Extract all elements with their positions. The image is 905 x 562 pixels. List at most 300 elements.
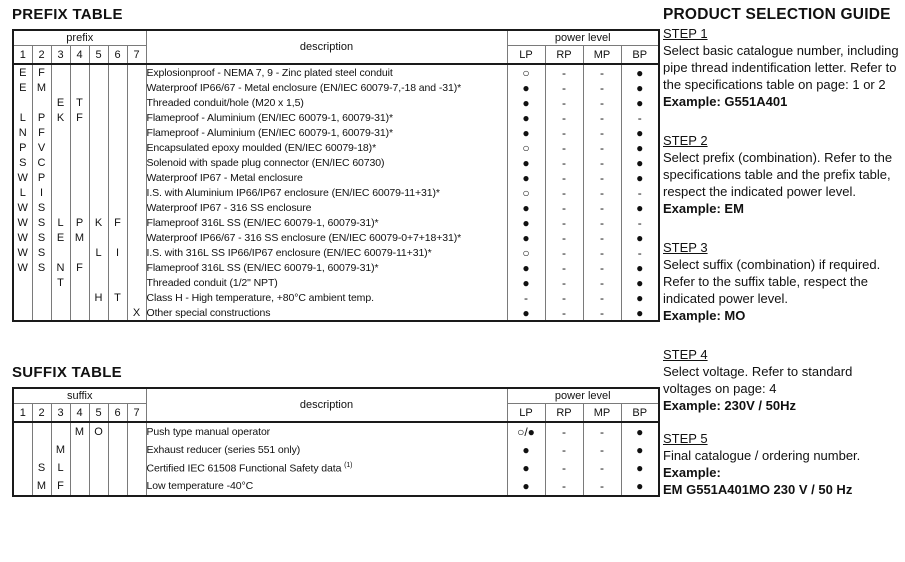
power-level-cell: -: [583, 125, 621, 140]
prefix-letter-cell: [89, 80, 108, 95]
power-col-header: LP: [507, 46, 545, 65]
prefix-letter-cell: [51, 64, 70, 80]
prefix-letter-cell: [127, 290, 146, 305]
prefix-letter-cell: [127, 95, 146, 110]
power-level-cell: -: [583, 80, 621, 95]
power-level-cell: ●: [507, 260, 545, 275]
prefix-letter-cell: [127, 200, 146, 215]
description-cell: Waterproof IP67 - 316 SS enclosure: [146, 200, 507, 215]
description-cell: I.S. with 316L SS IP66/IP67 enclosure (EN/IEC 60079-11+31)*: [146, 245, 507, 260]
prefix-letter-cell: [51, 290, 70, 305]
suffix-letter-cell: [127, 441, 146, 459]
prefix-letter-cell: [89, 200, 108, 215]
description-cell: Flameproof 316L SS (EN/IEC 60079-1, 60079-31)*: [146, 215, 507, 230]
prefix-letter-cell: F: [32, 125, 51, 140]
prefix-letter-cell: [127, 125, 146, 140]
power-level-cell: ●: [621, 95, 659, 110]
suffix-letter-cell: O: [89, 422, 108, 441]
power-level-cell: ●: [621, 260, 659, 275]
suffix-letter-cell: [13, 441, 32, 459]
power-level-cell: ●: [507, 110, 545, 125]
power-col-header: MP: [583, 46, 621, 65]
suffix-letter-cell: M: [70, 422, 89, 441]
prefix-letter-cell: V: [32, 140, 51, 155]
suffix-col-number: 1: [13, 404, 32, 423]
suffix-letter-cell: [89, 441, 108, 459]
prefix-letter-cell: [127, 275, 146, 290]
power-level-cell: -: [583, 95, 621, 110]
power-level-cell: -: [545, 477, 583, 496]
prefix-letter-cell: N: [51, 260, 70, 275]
prefix-letter-cell: M: [70, 230, 89, 245]
step-example-number: EM G551A401MO 230 V / 50 Hz: [663, 482, 853, 497]
suffix-letter-cell: [70, 477, 89, 496]
prefix-table-row: [13, 245, 659, 260]
description-cell: Exhaust reducer (series 551 only): [146, 441, 507, 459]
power-level-cell: -: [583, 477, 621, 496]
prefix-letter-cell: [51, 80, 70, 95]
power-level-cell: ●: [507, 215, 545, 230]
suffix-table-title: SUFFIX TABLE: [12, 364, 122, 381]
suffix-table-row: [13, 422, 659, 441]
prefix-letter-cell: [13, 95, 32, 110]
prefix-letter-cell: W: [13, 245, 32, 260]
power-level-cell: -: [545, 459, 583, 477]
prefix-letter-cell: P: [32, 170, 51, 185]
prefix-letter-cell: [89, 260, 108, 275]
suffix-letter-cell: S: [32, 459, 51, 477]
power-level-cell: -: [583, 422, 621, 441]
step-example: Example: 230V / 50Hz: [663, 398, 796, 413]
description-cell: Waterproof IP67 - Metal enclosure: [146, 170, 507, 185]
power-level-cell: -: [545, 155, 583, 170]
power-level-header: power level: [507, 30, 659, 46]
prefix-letter-cell: [108, 110, 127, 125]
power-level-cell: ●: [621, 155, 659, 170]
step-body: Select suffix (combination) if required. Refer to the suffix table, respect the indicated power level.: [663, 257, 881, 306]
prefix-letter-cell: [32, 95, 51, 110]
prefix-table-row: [13, 275, 659, 290]
power-col-header: LP: [507, 404, 545, 423]
power-level-cell: -: [545, 110, 583, 125]
step-body: Final catalogue / ordering number.: [663, 448, 861, 463]
prefix-letter-cell: K: [89, 215, 108, 230]
prefix-letter-cell: [51, 185, 70, 200]
prefix-table-row: [13, 185, 659, 200]
prefix-letter-cell: H: [89, 290, 108, 305]
suffix-letter-cell: [127, 477, 146, 496]
power-level-cell: ●: [621, 230, 659, 245]
prefix-letter-cell: W: [13, 230, 32, 245]
power-level-cell: -: [545, 441, 583, 459]
prefix-letter-cell: M: [32, 80, 51, 95]
description-cell: Threaded conduit/hole (M20 x 1,5): [146, 95, 507, 110]
power-level-cell: -: [545, 305, 583, 321]
prefix-letter-cell: [51, 125, 70, 140]
prefix-letter-cell: [70, 245, 89, 260]
suffix-letter-cell: [108, 459, 127, 477]
prefix-col-number: 3: [51, 46, 70, 65]
prefix-letter-cell: [89, 275, 108, 290]
description-cell: Solenoid with spade plug connector (EN/IEC 60730): [146, 155, 507, 170]
prefix-col-number: 1: [13, 46, 32, 65]
prefix-table-row: [13, 110, 659, 125]
power-level-cell: ●: [507, 200, 545, 215]
prefix-letter-cell: F: [32, 64, 51, 80]
suffix-letter-cell: [70, 459, 89, 477]
power-level-cell: -: [621, 185, 659, 200]
prefix-letter-cell: S: [32, 200, 51, 215]
power-level-cell: ○: [507, 140, 545, 155]
prefix-col-number: 7: [127, 46, 146, 65]
prefix-letter-cell: [89, 140, 108, 155]
guide-step-4: [663, 346, 903, 414]
step-example: Example:: [663, 465, 721, 480]
power-level-cell: -: [621, 245, 659, 260]
power-level-cell: ○: [507, 185, 545, 200]
prefix-letter-cell: [51, 200, 70, 215]
prefix-letter-cell: S: [32, 230, 51, 245]
power-level-cell: -: [545, 230, 583, 245]
prefix-letter-cell: [108, 275, 127, 290]
power-level-cell: -: [583, 215, 621, 230]
power-level-cell: ●: [507, 477, 545, 496]
prefix-letter-cell: [127, 215, 146, 230]
description-cell: Class H - High temperature, +80°C ambient temp.: [146, 290, 507, 305]
prefix-letter-cell: N: [13, 125, 32, 140]
prefix-letter-cell: [51, 245, 70, 260]
power-level-cell: -: [545, 200, 583, 215]
power-level-cell: ●: [507, 230, 545, 245]
suffix-letter-cell: [108, 422, 127, 441]
suffix-letter-cell: [32, 422, 51, 441]
power-level-cell: -: [621, 110, 659, 125]
power-level-cell: -: [583, 155, 621, 170]
prefix-letter-cell: [108, 260, 127, 275]
power-level-cell: -: [545, 245, 583, 260]
power-level-cell: -: [583, 245, 621, 260]
prefix-letter-cell: [13, 305, 32, 321]
suffix-letter-cell: [13, 477, 32, 496]
power-level-cell: ●: [621, 477, 659, 496]
power-level-cell: -: [545, 170, 583, 185]
power-level-cell: -: [583, 290, 621, 305]
prefix-letter-cell: [89, 305, 108, 321]
description-cell: Low temperature -40°C: [146, 477, 507, 496]
prefix-letter-cell: [89, 110, 108, 125]
prefix-letter-cell: L: [89, 245, 108, 260]
prefix-table-row: [13, 155, 659, 170]
step-body: Select prefix (combination). Refer to the specifications table and the prefix table, respect the indicated power level.: [663, 150, 893, 199]
prefix-table-row: [13, 80, 659, 95]
prefix-table-row: [13, 260, 659, 275]
prefix-letter-cell: [127, 245, 146, 260]
suffix-letter-cell: [13, 422, 32, 441]
power-level-cell: -: [545, 422, 583, 441]
prefix-letter-cell: W: [13, 200, 32, 215]
prefix-letter-cell: [70, 80, 89, 95]
prefix-table-row: [13, 230, 659, 245]
power-level-cell: -: [545, 290, 583, 305]
prefix-letter-cell: [13, 290, 32, 305]
footnote-reference: (1): [344, 461, 353, 469]
prefix-letter-cell: [70, 170, 89, 185]
prefix-table-title: PREFIX TABLE: [12, 6, 123, 23]
suffix-letter-cell: [89, 477, 108, 496]
prefix-letter-cell: L: [51, 215, 70, 230]
suffix-letter-cell: [127, 422, 146, 441]
power-level-cell: -: [583, 200, 621, 215]
prefix-letter-cell: [32, 305, 51, 321]
power-level-cell: ●: [507, 125, 545, 140]
power-level-cell: ○/●: [507, 422, 545, 441]
step-heading: STEP 5: [663, 431, 708, 446]
suffix-letter-cell: [108, 441, 127, 459]
prefix-col-number: 5: [89, 46, 108, 65]
power-level-cell: ●: [621, 275, 659, 290]
suffix-letter-cell: [89, 459, 108, 477]
step-heading: STEP 4: [663, 347, 708, 362]
prefix-col-number: 6: [108, 46, 127, 65]
power-col-header: RP: [545, 404, 583, 423]
prefix-letter-cell: P: [13, 140, 32, 155]
suffix-table: [12, 387, 660, 497]
description-cell: Push type manual operator: [146, 422, 507, 441]
suffix-letter-cell: [51, 422, 70, 441]
power-level-cell: -: [583, 305, 621, 321]
suffix-col-number: 4: [70, 404, 89, 423]
description-cell: Other special constructions: [146, 305, 507, 321]
prefix-letter-cell: L: [13, 110, 32, 125]
prefix-table-body: [13, 64, 659, 321]
power-level-cell: -: [545, 95, 583, 110]
power-level-cell: -: [583, 140, 621, 155]
description-cell: Waterproof IP66/67 - 316 SS enclosure (EN/IEC 60079-0+7+18+31)*: [146, 230, 507, 245]
prefix-col-number: 4: [70, 46, 89, 65]
power-level-cell: -: [545, 80, 583, 95]
prefix-table-row: [13, 215, 659, 230]
prefix-letter-cell: [108, 140, 127, 155]
suffix-col-number: 6: [108, 404, 127, 423]
power-level-cell: ●: [621, 459, 659, 477]
prefix-letter-cell: [51, 140, 70, 155]
suffix-table-row: [13, 441, 659, 459]
power-level-cell: ●: [507, 275, 545, 290]
prefix-letter-cell: I: [108, 245, 127, 260]
prefix-letter-cell: [108, 305, 127, 321]
prefix-letter-cell: S: [13, 155, 32, 170]
prefix-letter-cell: W: [13, 170, 32, 185]
power-level-cell: ●: [621, 125, 659, 140]
prefix-letter-cell: F: [70, 260, 89, 275]
suffix-table-body: [13, 422, 659, 496]
prefix-letter-cell: E: [51, 230, 70, 245]
step-heading: STEP 1: [663, 26, 708, 41]
power-level-cell: -: [583, 110, 621, 125]
suffix-col-number: 7: [127, 404, 146, 423]
prefix-letter-cell: P: [32, 110, 51, 125]
prefix-letter-cell: S: [32, 215, 51, 230]
step-example: Example: G551A401: [663, 94, 788, 109]
suffix-letter-cell: F: [51, 477, 70, 496]
prefix-letter-cell: [108, 200, 127, 215]
prefix-letter-cell: [70, 305, 89, 321]
step-example: Example: EM: [663, 201, 744, 216]
prefix-letter-cell: [89, 125, 108, 140]
step-body: Select voltage. Refer to standard voltages on page: 4: [663, 364, 853, 396]
power-col-header: RP: [545, 46, 583, 65]
power-level-cell: ●: [507, 95, 545, 110]
power-level-cell: -: [545, 275, 583, 290]
prefix-letter-cell: [51, 305, 70, 321]
prefix-letter-cell: [127, 185, 146, 200]
power-level-cell: ●: [507, 305, 545, 321]
prefix-table: [12, 29, 660, 322]
prefix-table-row: [13, 64, 659, 80]
power-level-cell: -: [583, 64, 621, 80]
prefix-letter-cell: [127, 170, 146, 185]
power-level-cell: -: [545, 140, 583, 155]
prefix-letter-cell: [108, 185, 127, 200]
power-col-header: BP: [621, 404, 659, 423]
description-cell: I.S. with Aluminium IP66/IP67 enclosure (EN/IEC 60079-11+31)*: [146, 185, 507, 200]
step-example: Example: MO: [663, 308, 746, 323]
prefix-letter-cell: [108, 80, 127, 95]
prefix-letter-cell: I: [32, 185, 51, 200]
power-level-cell: -: [583, 185, 621, 200]
prefix-letter-cell: E: [13, 80, 32, 95]
prefix-letter-cell: [70, 140, 89, 155]
prefix-letter-cell: [13, 275, 32, 290]
guide-title: PRODUCT SELECTION GUIDE: [663, 6, 891, 23]
power-level-cell: ●: [621, 422, 659, 441]
prefix-letter-cell: S: [32, 260, 51, 275]
step-body: Select basic catalogue number, including pipe thread indentification letter. Refer to the specifications table on page: 1 or 2: [663, 43, 899, 92]
prefix-letter-cell: P: [70, 215, 89, 230]
suffix-col-number: 5: [89, 404, 108, 423]
prefix-letter-cell: C: [32, 155, 51, 170]
description-cell: Encapsulated epoxy moulded (EN/IEC 60079-18)*: [146, 140, 507, 155]
suffix-letter-cell: [70, 441, 89, 459]
power-level-cell: -: [545, 64, 583, 80]
power-level-cell: ●: [621, 290, 659, 305]
prefix-letter-cell: [70, 64, 89, 80]
suffix-col-number: 3: [51, 404, 70, 423]
prefix-letter-cell: [89, 170, 108, 185]
suffix-letter-cell: M: [32, 477, 51, 496]
suffix-letter-cell: [32, 441, 51, 459]
power-level-cell: -: [583, 275, 621, 290]
power-level-cell: ●: [621, 200, 659, 215]
prefix-letter-cell: [70, 155, 89, 170]
suffix-table-row: [13, 477, 659, 496]
prefix-letter-cell: [51, 155, 70, 170]
prefix-letter-cell: [127, 110, 146, 125]
prefix-letter-cell: [32, 290, 51, 305]
product-selection-guide: [663, 6, 903, 498]
power-col-header: MP: [583, 404, 621, 423]
power-level-cell: -: [545, 215, 583, 230]
prefix-letter-cell: [108, 170, 127, 185]
prefix-letter-cell: F: [108, 215, 127, 230]
prefix-letter-cell: [51, 170, 70, 185]
power-level-cell: ●: [507, 80, 545, 95]
suffix-letter-cell: [108, 477, 127, 496]
power-level-cell: ●: [507, 441, 545, 459]
prefix-letter-cell: [127, 155, 146, 170]
prefix-letter-cell: F: [70, 110, 89, 125]
prefix-letter-cell: [89, 230, 108, 245]
step-heading: STEP 3: [663, 240, 708, 255]
power-level-cell: ●: [507, 170, 545, 185]
power-level-cell: ●: [621, 441, 659, 459]
prefix-group-header: prefix: [13, 30, 146, 46]
prefix-letter-cell: [89, 185, 108, 200]
prefix-letter-cell: [89, 64, 108, 80]
power-level-cell: ●: [507, 459, 545, 477]
suffix-col-number: 2: [32, 404, 51, 423]
prefix-letter-cell: [127, 80, 146, 95]
prefix-letter-cell: [127, 230, 146, 245]
power-level-cell: -: [545, 125, 583, 140]
prefix-letter-cell: [108, 95, 127, 110]
prefix-letter-cell: [127, 64, 146, 80]
suffix-table-row: [13, 459, 659, 477]
description-cell: Flameproof 316L SS (EN/IEC 60079-1, 60079-31)*: [146, 260, 507, 275]
prefix-table-row: [13, 305, 659, 321]
prefix-letter-cell: [70, 275, 89, 290]
prefix-letter-cell: [70, 200, 89, 215]
step-heading: STEP 2: [663, 133, 708, 148]
prefix-letter-cell: [89, 95, 108, 110]
prefix-letter-cell: T: [108, 290, 127, 305]
prefix-letter-cell: S: [32, 245, 51, 260]
power-level-cell: -: [583, 170, 621, 185]
power-level-cell: ●: [621, 64, 659, 80]
guide-step-2: [663, 132, 903, 217]
suffix-letter-cell: M: [51, 441, 70, 459]
prefix-letter-cell: [32, 275, 51, 290]
prefix-letter-cell: [127, 260, 146, 275]
prefix-letter-cell: T: [70, 95, 89, 110]
prefix-letter-cell: W: [13, 215, 32, 230]
description-cell: Certified IEC 61508 Functional Safety data $^{(1)}$: [146, 459, 507, 477]
prefix-letter-cell: L: [13, 185, 32, 200]
power-level-cell: ●: [507, 155, 545, 170]
power-level-cell: ○: [507, 64, 545, 80]
prefix-letter-cell: X: [127, 305, 146, 321]
prefix-table-row: [13, 200, 659, 215]
guide-step-3: [663, 239, 903, 324]
suffix-group-header: suffix: [13, 388, 146, 404]
description-cell: Waterproof IP66/67 - Metal enclosure (EN/IEC 60079-7,-18 and -31)*: [146, 80, 507, 95]
power-level-cell: ●: [621, 140, 659, 155]
suffix-letter-cell: [127, 459, 146, 477]
power-level-cell: -: [545, 185, 583, 200]
prefix-letter-cell: [89, 155, 108, 170]
prefix-table-row: [13, 95, 659, 110]
prefix-letter-cell: [108, 64, 127, 80]
prefix-letter-cell: K: [51, 110, 70, 125]
prefix-table-row: [13, 170, 659, 185]
power-level-cell: ○: [507, 245, 545, 260]
prefix-table-row: [13, 290, 659, 305]
description-header: description: [146, 30, 507, 64]
power-level-cell: -: [507, 290, 545, 305]
prefix-letter-cell: [108, 230, 127, 245]
power-col-header: BP: [621, 46, 659, 65]
prefix-letter-cell: W: [13, 260, 32, 275]
